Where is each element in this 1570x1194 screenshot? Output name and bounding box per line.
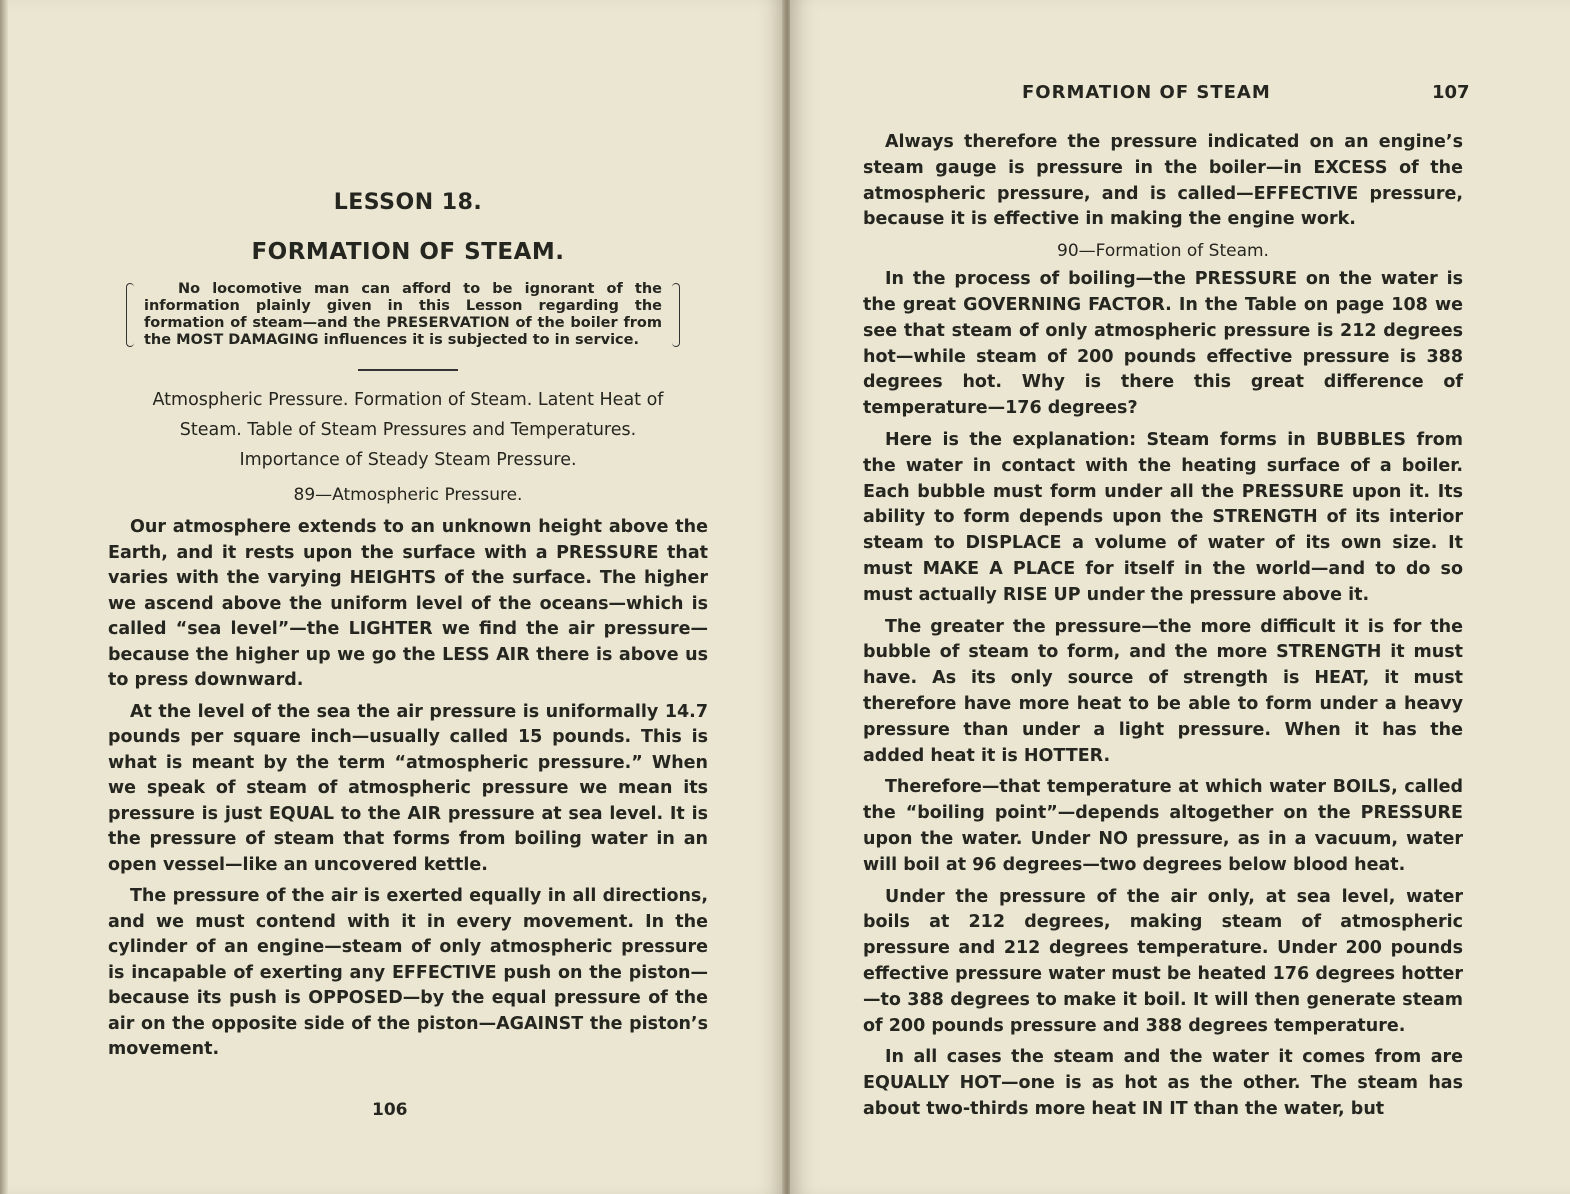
subject-line: Atmospheric Pressure. Formation of Steam. Latent Heat of bbox=[152, 390, 664, 410]
paragraph: Under the pressure of the air only, at sea level, water boils at 212 degrees, making steam of atmospheric pressure and 212 degrees temperature. Under 200 pounds effective pressure water must be heated 176 degrees hotter—to 388 degrees to make it boil. It will then generate steam of 200 pounds pressure and 388 degrees temperature. bbox=[863, 886, 1463, 1036]
page-edge bbox=[0, 0, 8, 1194]
lesson-title: FORMATION OF STEAM. bbox=[251, 239, 565, 265]
section-heading: 89—Atmospheric Pressure. bbox=[293, 485, 523, 505]
paragraph: Our atmosphere extends to an unknown height above the Earth, and it rests upon the surface with a PRESSURE that varies with the varying HEIGHTS of the surface. The higher we ascend above the uniform level of the oceans—which is called “sea level”—the LIGHTER we find the air pressure—because the higher up we go the LESS AIR there is above us to press downward. bbox=[108, 517, 708, 690]
running-head: FORMATION OF STEAM bbox=[1022, 82, 1271, 103]
section-heading: 90—Formation of Steam. bbox=[1057, 241, 1269, 262]
paragraph: Here is the explanation: Steam forms in BUBBLES from the water in contact with the heating surface of a boiler. Each bubble must form under all the PRESSURE upon it. Its ability to form depends upon the STRENGTH of its interior steam to DISPLACE a volume of water of its own size. It must MAKE A PLACE for itself in the world—and to do so must actually RISE UP under the pressure above it. bbox=[863, 429, 1463, 605]
lesson-number: LESSON 18. bbox=[333, 190, 483, 215]
lesson-subjects bbox=[108, 385, 708, 475]
subject-line: Importance of Steady Steam Pressure. bbox=[239, 450, 577, 470]
paragraph: Always therefore the pressure indicated on an engine’s steam gauge is pressure in the boiler—in EXCESS of the atmospheric pressure, and is called—EFFECTIVE pressure, because it is effective in making the engine work. bbox=[863, 132, 1463, 230]
right-text-column bbox=[863, 130, 1463, 1129]
subject-line: Steam. Table of Steam Pressures and Temperatures. bbox=[179, 420, 637, 440]
paragraph: In the process of boiling—the PRESSURE on the water is the great GOVERNING FACTOR. In the Table on page 108 we see that steam of only atmospheric pressure is 212 degrees hot—while steam of 200 pounds effective pressure is 388 degrees hot. Why is there this great difference of temperature—176 degrees? bbox=[863, 269, 1463, 419]
left-text-column bbox=[108, 190, 708, 1069]
paragraph: At the level of the sea the air pressure is uniformally 14.7 pounds per square inch—usually called 15 pounds. This is what is meant by the term “atmospheric pressure.” When we speak of steam of atmospheric pressure we mean its pressure is just EQUAL to the AIR pressure at sea level. It is the pressure of steam that forms from boiling water in an open vessel—like an uncovered kettle. bbox=[108, 701, 708, 875]
paragraph: The greater the pressure—the more difficult it is for the bubble of steam to form, and the more STRENGTH it must have. As its only source of strength is HEAT, it must therefore have more heat to be able to form under a heavy pressure than under a light pressure. When it has the added heat it is HOTTER. bbox=[863, 616, 1463, 766]
paragraph: In all cases the steam and the water it comes from are EQUALLY HOT—one is as hot as the other. The steam has about two-thirds more heat IN IT than the water, but bbox=[863, 1047, 1463, 1119]
bleed-through-text bbox=[100, 85, 660, 110]
divider bbox=[358, 369, 458, 371]
paragraph: Therefore—that temperature at which water BOILS, called the “boiling point”—depends altogether on the PRESSURE upon the water. Under NO pressure, as in a vacuum, water will boil at 96 degrees—two degrees below blood heat. bbox=[863, 777, 1463, 875]
lesson-note: No locomotive man can afford to be ignorant of the information plainly given in this Lesson regarding the formation of steam—and the PRESERVATION of the boiler from the MOST DAMAGING influences it is subjected to in service. bbox=[126, 281, 680, 349]
paragraph: The pressure of the air is exerted equally in all directions, and we must contend with it in every movement. In the cylinder of an engine—steam of only atmospheric pressure is incapable of exerting any EFFECTIVE push on the piston—because its push is OPPOSED—by the equal pressure of the air on the opposite side of the piston—AGAINST the piston’s movement. bbox=[108, 886, 708, 1059]
left-page bbox=[0, 0, 784, 1194]
page-number: 106 bbox=[372, 1100, 408, 1120]
page-number: 107 bbox=[1432, 82, 1470, 103]
